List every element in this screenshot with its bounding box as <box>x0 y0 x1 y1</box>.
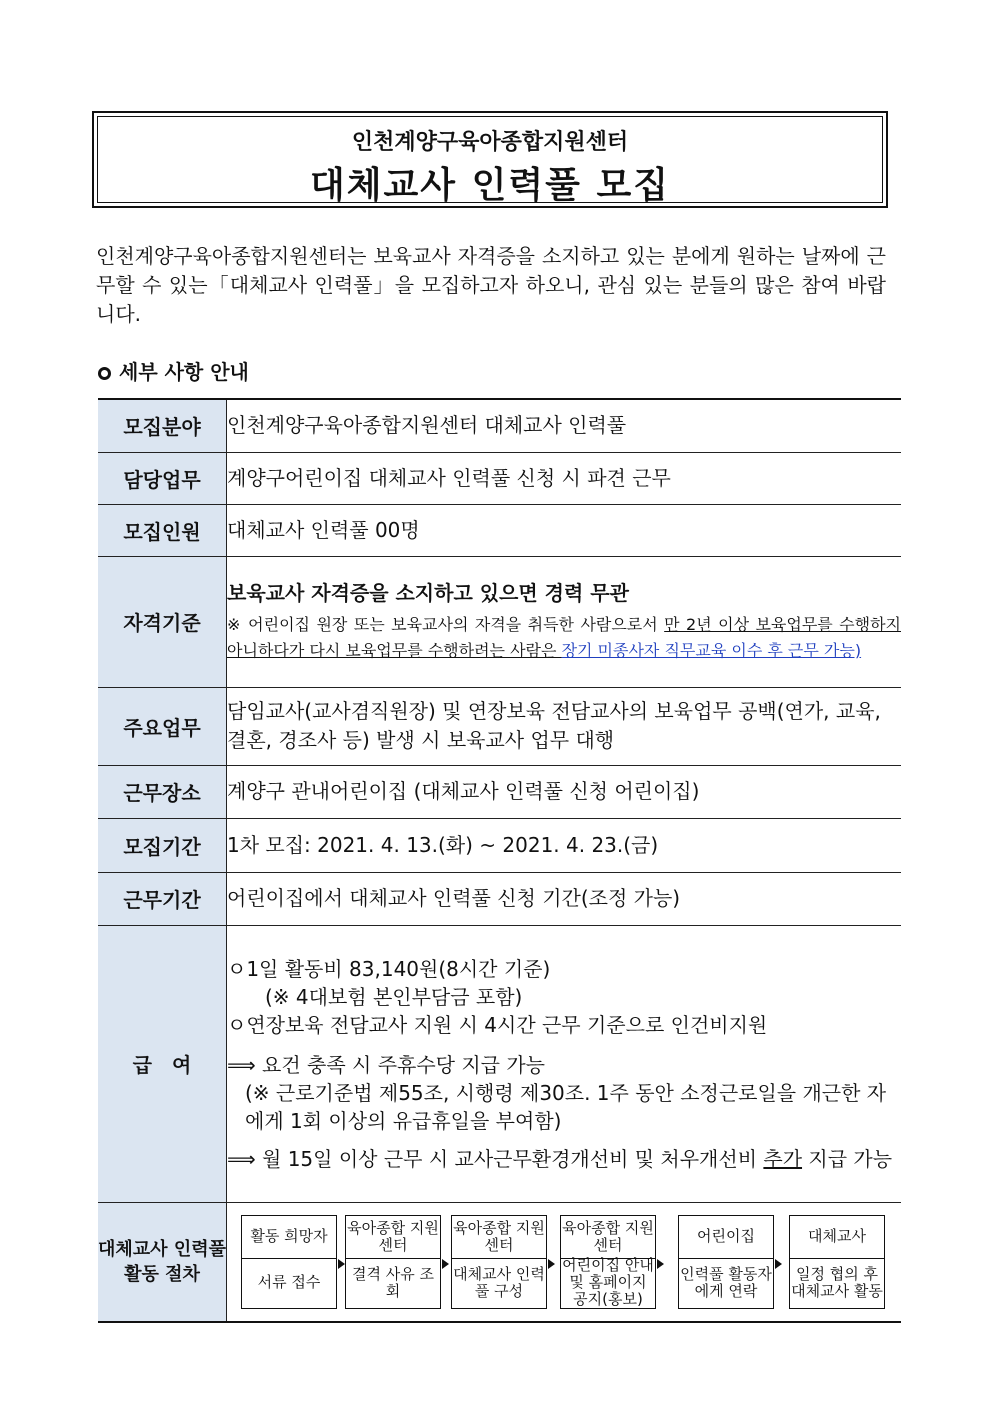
table-row <box>98 925 901 1202</box>
qual-headline: 보육교사 자격증을 소지하고 있으면 경력 무관 <box>227 581 629 605</box>
label-process: 대체교사 인력풀 활동 절차 <box>98 1202 227 1322</box>
process-step-2 <box>345 1215 441 1309</box>
section-title: 세부 사항 안내 <box>119 360 249 384</box>
step-top: 육아종합 지원센터 <box>346 1216 440 1259</box>
arrow-right-icon <box>657 1259 664 1269</box>
value-duty: 계양구어린이집 대체교사 인력풀 신청 시 파견 근무 <box>227 452 902 504</box>
value-pay <box>227 925 902 1202</box>
step-top: 활동 희망자 <box>242 1216 336 1259</box>
label-main: 주요업무 <box>98 687 227 765</box>
table-row <box>98 556 901 687</box>
table-row <box>98 687 901 765</box>
table-row <box>98 818 901 872</box>
circle-bullet-icon <box>98 367 111 380</box>
page-title: 대체교사 인력풀 모집 <box>309 165 671 206</box>
step-bottom: 어린이집 안내 및 홈페이지 공지(홍보) <box>562 1256 654 1309</box>
qual-note-a: ※ 어린이집 원장 또는 보육교사의 자격을 취득한 사람으로서 <box>227 615 665 634</box>
value-field: 인천계양구육아종합지원센터 대체교사 인력풀 <box>227 399 902 452</box>
step-bottom: 서류 접수 <box>257 1273 321 1292</box>
value-period: 1차 모집: 2021. 4. 13.(화) ~ 2021. 4. 23.(금) <box>227 818 902 872</box>
label-work-period: 근무기간 <box>98 872 227 925</box>
label-period: 모집기간 <box>98 818 227 872</box>
label-qual: 자격기준 <box>98 556 227 687</box>
qual-note-c: 장기 미종사자 직무교육 이수 후 근무 가능) <box>561 641 862 660</box>
section-heading <box>98 356 249 385</box>
process-flow <box>227 1203 901 1321</box>
table-row <box>98 452 901 504</box>
step-top: 대체교사 <box>790 1216 884 1259</box>
step-top: 어린이집 <box>679 1216 773 1259</box>
arrow-right-icon <box>775 1259 782 1269</box>
label-duty: 담당업무 <box>98 452 227 504</box>
info-table <box>98 398 901 1323</box>
process-step-3 <box>451 1215 547 1309</box>
value-process <box>227 1202 902 1322</box>
step-bottom: 대체교사 인력풀 구성 <box>453 1264 545 1300</box>
step-bottom: 인력풀 활동자에게 연락 <box>680 1264 772 1300</box>
qual-note-b: 만 2년 이상 보육업무를 수행하지 아니하다가 다시 보육업무를 수행하려는 사람은 <box>227 615 901 660</box>
value-work-period: 어린이집에서 대체교사 인력풀 신청 기간(조정 가능) <box>227 872 902 925</box>
value-main: 담임교사(교사겸직원장) 및 연장보육 전담교사의 보육업무 공백(연가, 교육, 결혼, 경조사 등) 발생 시 보육교사 업무 대행 <box>227 687 902 765</box>
table-row <box>98 872 901 925</box>
table-row <box>98 1202 901 1322</box>
pay-line-4: ⟹ 요건 충족 시 주휴수당 지급 가능 <box>227 1052 545 1077</box>
intro-paragraph: 인천계양구육아종합지원센터는 보육교사 자격증을 소지하고 있는 분에게 원하는 날짜에 근무할 수 있는「대체교사 인력풀」을 모집하고자 하오니, 관심 있는 분들의 많은 참여 바랍니다. <box>96 244 886 326</box>
pay-line-6c: 지급 가능 <box>802 1146 893 1171</box>
arrow-right-icon <box>338 1259 345 1269</box>
step-bottom: 결격 사유 조회 <box>352 1264 434 1300</box>
pay-line-6 <box>227 1145 901 1173</box>
table-row <box>98 504 901 556</box>
step-top: 육아종합 지원센터 <box>561 1216 655 1259</box>
process-step-1 <box>241 1215 337 1309</box>
qual-note <box>227 612 901 664</box>
title-box <box>92 111 888 208</box>
org-name: 인천계양구육아종합지원센터 <box>351 130 629 155</box>
process-step-5 <box>678 1215 774 1309</box>
value-place: 계양구 관내어린이집 (대체교사 인력풀 신청 어린이집) <box>227 765 902 818</box>
label-pay: 급 여 <box>98 925 227 1202</box>
pay-line-2: (※ 4대보험 본인부담금 포함) <box>265 984 523 1009</box>
pay-line-6a: ⟹ 월 15일 이상 근무 시 교사근무환경개선비 및 처우개선비 <box>227 1146 764 1171</box>
table-row <box>98 399 901 452</box>
pay-line-3: ㅇ연장보육 전담교사 지원 시 4시간 근무 기준으로 인건비지원 <box>227 1012 768 1037</box>
process-step-4 <box>560 1215 656 1309</box>
label-count: 모집인원 <box>98 504 227 556</box>
step-top: 육아종합 지원센터 <box>452 1216 546 1259</box>
arrow-right-icon <box>442 1259 449 1269</box>
pay-line-5: (※ 근로기준법 제55조, 시행령 제30조. 1주 동안 소정근로일을 개근한 자에게 1회 이상의 유급휴일을 부여함) <box>245 1080 887 1133</box>
step-bottom: 일정 협의 후 대체교사 활동 <box>791 1264 883 1300</box>
pay-line-1: ㅇ1일 활동비 83,140원(8시간 기준) <box>227 956 551 981</box>
arrow-right-icon <box>548 1259 555 1269</box>
label-place: 근무장소 <box>98 765 227 818</box>
pay-line-6b: 추가 <box>763 1146 803 1171</box>
value-count: 대체교사 인력풀 00명 <box>227 504 902 556</box>
value-qual <box>227 556 902 687</box>
process-step-6 <box>789 1215 885 1309</box>
table-row <box>98 765 901 818</box>
label-field: 모집분야 <box>98 399 227 452</box>
